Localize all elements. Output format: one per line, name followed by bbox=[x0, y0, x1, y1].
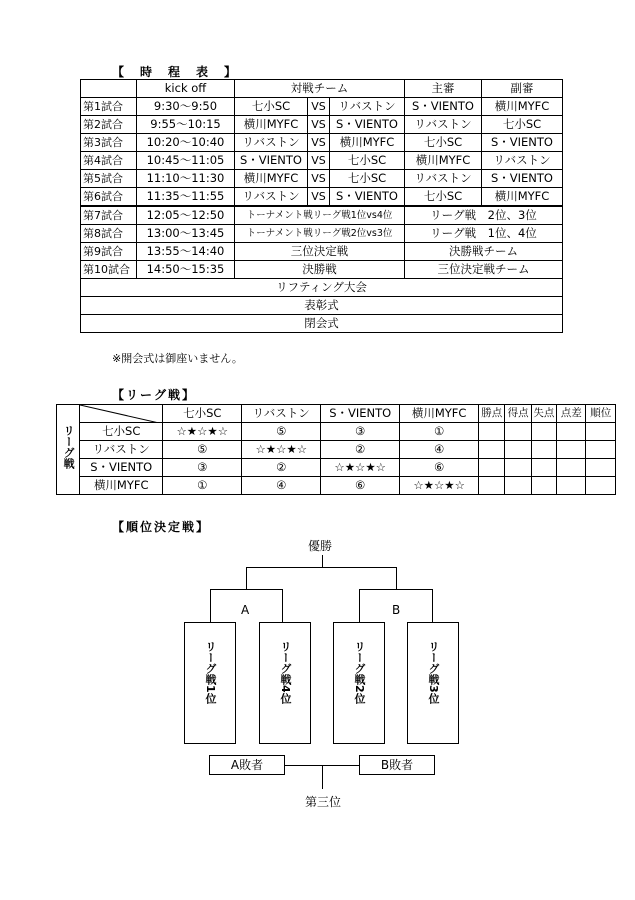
match-time: 12:05～12:50 bbox=[137, 206, 235, 225]
stat-cell bbox=[505, 423, 531, 441]
league-row bbox=[57, 477, 616, 495]
league-row bbox=[57, 423, 616, 441]
schedule-table bbox=[80, 79, 563, 333]
match-vs: VS bbox=[308, 98, 330, 116]
match-time: 11:35～11:55 bbox=[137, 188, 235, 207]
match-row bbox=[81, 134, 563, 152]
bracket-line bbox=[210, 589, 211, 622]
stat-header: 順位 bbox=[586, 405, 616, 423]
match-away: 七小SC bbox=[330, 152, 405, 170]
bracket-line bbox=[322, 555, 323, 567]
seed-box-3 bbox=[407, 622, 459, 744]
match-row bbox=[81, 152, 563, 170]
stat-cell bbox=[557, 477, 586, 495]
stat-cell bbox=[586, 423, 616, 441]
match-home: リバストン bbox=[235, 134, 308, 152]
match-assistant: 七小SC bbox=[482, 116, 563, 134]
match-referee: リーグ戦 1位、4位 bbox=[405, 225, 563, 243]
stat-header: 勝点 bbox=[479, 405, 505, 423]
match-number-cell: ⑥ bbox=[321, 477, 400, 495]
match-home: 横川MYFC bbox=[235, 116, 308, 134]
stat-header: 点差 bbox=[557, 405, 586, 423]
match-home: リバストン bbox=[235, 188, 308, 207]
match-time: 10:20～10:40 bbox=[137, 134, 235, 152]
match-description: トーナメント戦リーグ戦1位vs4位 bbox=[235, 206, 405, 225]
match-no: 第5試合 bbox=[81, 170, 137, 188]
match-assistant: 横川MYFC bbox=[482, 98, 563, 116]
match-number-cell: ④ bbox=[400, 441, 479, 459]
match-referee: 横川MYFC bbox=[405, 152, 482, 170]
stat-cell bbox=[531, 423, 556, 441]
stat-cell bbox=[531, 441, 556, 459]
match-number-cell: ⑤ bbox=[163, 441, 242, 459]
league-row bbox=[57, 441, 616, 459]
diagonal-cell bbox=[80, 405, 163, 423]
league-row bbox=[57, 459, 616, 477]
match-referee: S・VIENTO bbox=[405, 98, 482, 116]
match-number-cell: ② bbox=[242, 459, 321, 477]
team-column-header: リバストン bbox=[242, 405, 321, 423]
match-referee: リバストン bbox=[405, 170, 482, 188]
match-time: 11:10～11:30 bbox=[137, 170, 235, 188]
match-row bbox=[81, 170, 563, 188]
match-referee: 七小SC bbox=[405, 134, 482, 152]
loser-a-box: A敗者 bbox=[209, 755, 285, 775]
stat-cell bbox=[531, 459, 556, 477]
event-awards: 表彰式 bbox=[81, 297, 563, 315]
tournament-row bbox=[81, 243, 563, 261]
seed-label: リーグ戦4位 bbox=[279, 641, 292, 704]
match-number-cell: ③ bbox=[321, 423, 400, 441]
stat-cell bbox=[586, 477, 616, 495]
stat-cell bbox=[557, 441, 586, 459]
stat-header: 失点 bbox=[531, 405, 556, 423]
match-assistant: リバストン bbox=[482, 152, 563, 170]
stat-cell bbox=[505, 441, 531, 459]
match-row bbox=[81, 116, 563, 134]
match-vs: VS bbox=[308, 134, 330, 152]
match-row bbox=[81, 98, 563, 116]
bracket-line bbox=[246, 567, 397, 568]
bracket-line bbox=[246, 567, 247, 589]
schedule-header-row bbox=[81, 80, 563, 98]
star-cell: ☆★☆★☆ bbox=[321, 459, 400, 477]
stat-cell bbox=[479, 477, 505, 495]
match-vs: VS bbox=[308, 116, 330, 134]
seed-box-1 bbox=[184, 622, 236, 744]
stat-cell bbox=[557, 459, 586, 477]
star-cell: ☆★☆★☆ bbox=[400, 477, 479, 495]
league-side-text: リーグ戦 bbox=[62, 425, 76, 469]
match-vs: VS bbox=[308, 152, 330, 170]
league-side-label bbox=[57, 405, 80, 495]
team-column-header: 七小SC bbox=[163, 405, 242, 423]
match-away: S・VIENTO bbox=[330, 188, 405, 207]
stat-cell bbox=[479, 423, 505, 441]
league-table bbox=[56, 404, 616, 495]
match-number-cell: ① bbox=[400, 423, 479, 441]
star-cell: ☆★☆★☆ bbox=[163, 423, 242, 441]
match-no: 第6試合 bbox=[81, 188, 137, 207]
bracket-title: 【順位決定戦】 bbox=[112, 520, 211, 534]
stat-cell bbox=[505, 477, 531, 495]
match-away: 七小SC bbox=[330, 170, 405, 188]
tournament-row bbox=[81, 225, 563, 243]
star-cell: ☆★☆★☆ bbox=[242, 441, 321, 459]
match-referee: 決勝戦チーム bbox=[405, 243, 563, 261]
group-b-label: B bbox=[392, 603, 401, 617]
stat-cell bbox=[586, 459, 616, 477]
match-assistant: S・VIENTO bbox=[482, 134, 563, 152]
match-row bbox=[81, 188, 563, 207]
bracket-line bbox=[396, 567, 397, 589]
match-no: 第2試合 bbox=[81, 116, 137, 134]
loser-b-box: B敗者 bbox=[359, 755, 435, 775]
bracket-line bbox=[359, 589, 433, 590]
team-column-header: 横川MYFC bbox=[400, 405, 479, 423]
match-description: 決勝戦 bbox=[235, 261, 405, 279]
stat-cell bbox=[557, 423, 586, 441]
match-referee: 三位決定戦チーム bbox=[405, 261, 563, 279]
tournament-row bbox=[81, 206, 563, 225]
bracket-line bbox=[322, 765, 323, 789]
match-number-cell: ⑥ bbox=[400, 459, 479, 477]
match-away: S・VIENTO bbox=[330, 116, 405, 134]
match-time: 13:55～14:40 bbox=[137, 243, 235, 261]
match-time: 13:00～13:45 bbox=[137, 225, 235, 243]
match-no: 第8試合 bbox=[81, 225, 137, 243]
seed-box-2 bbox=[333, 622, 385, 744]
bracket-line bbox=[432, 589, 433, 622]
league-header-row bbox=[57, 405, 616, 423]
diagonal-line-icon bbox=[80, 405, 159, 423]
match-time: 9:30～9:50 bbox=[137, 98, 235, 116]
bracket-line bbox=[282, 589, 283, 622]
match-home: 横川MYFC bbox=[235, 170, 308, 188]
header-referee: 主審 bbox=[405, 80, 482, 98]
header-kickoff: kick off bbox=[137, 80, 235, 98]
header-assistant: 副審 bbox=[482, 80, 563, 98]
match-referee: リーグ戦 2位、3位 bbox=[405, 206, 563, 225]
match-no: 第3試合 bbox=[81, 134, 137, 152]
match-no: 第10試合 bbox=[81, 261, 137, 279]
team-row-header: 横川MYFC bbox=[80, 477, 163, 495]
match-no: 第4試合 bbox=[81, 152, 137, 170]
event-row bbox=[81, 279, 563, 297]
header-blank bbox=[81, 80, 137, 98]
bracket-line bbox=[359, 589, 360, 622]
match-away: 横川MYFC bbox=[330, 134, 405, 152]
event-row bbox=[81, 297, 563, 315]
seed-label: リーグ戦2位 bbox=[353, 641, 366, 704]
seed-box-4 bbox=[259, 622, 311, 744]
schedule-title: 【 時 程 表 】 bbox=[112, 65, 239, 79]
event-lifting: リフティング大会 bbox=[81, 279, 563, 297]
champion-label: 優勝 bbox=[308, 539, 333, 553]
bracket-line bbox=[210, 589, 283, 590]
match-number-cell: ⑤ bbox=[242, 423, 321, 441]
stat-cell bbox=[531, 477, 556, 495]
seed-label: リーグ戦3位 bbox=[427, 641, 440, 704]
match-description: トーナメント戦リーグ戦2位vs3位 bbox=[235, 225, 405, 243]
stat-cell bbox=[586, 441, 616, 459]
match-number-cell: ④ bbox=[242, 477, 321, 495]
seed-label: リーグ戦1位 bbox=[204, 641, 217, 704]
team-row-header: リバストン bbox=[80, 441, 163, 459]
match-vs: VS bbox=[308, 170, 330, 188]
match-description: 三位決定戦 bbox=[235, 243, 405, 261]
match-vs: VS bbox=[308, 188, 330, 207]
stat-cell bbox=[505, 459, 531, 477]
match-time: 9:55～10:15 bbox=[137, 116, 235, 134]
match-away: リバストン bbox=[330, 98, 405, 116]
match-home: 七小SC bbox=[235, 98, 308, 116]
schedule-note: ※開会式は御座いません。 bbox=[112, 352, 243, 365]
match-number-cell: ③ bbox=[163, 459, 242, 477]
match-referee: 七小SC bbox=[405, 188, 482, 207]
match-no: 第1試合 bbox=[81, 98, 137, 116]
third-place-label: 第三位 bbox=[305, 795, 342, 809]
match-assistant: S・VIENTO bbox=[482, 170, 563, 188]
team-column-header: S・VIENTO bbox=[321, 405, 400, 423]
team-row-header: S・VIENTO bbox=[80, 459, 163, 477]
stat-cell bbox=[479, 441, 505, 459]
match-home: S・VIENTO bbox=[235, 152, 308, 170]
match-time: 10:45～11:05 bbox=[137, 152, 235, 170]
match-number-cell: ② bbox=[321, 441, 400, 459]
tournament-row bbox=[81, 261, 563, 279]
event-closing: 閉会式 bbox=[81, 315, 563, 333]
stat-header: 得点 bbox=[505, 405, 531, 423]
match-assistant: 横川MYFC bbox=[482, 188, 563, 207]
match-no: 第9試合 bbox=[81, 243, 137, 261]
match-number-cell: ① bbox=[163, 477, 242, 495]
header-teams: 対戦チーム bbox=[235, 80, 405, 98]
team-row-header: 七小SC bbox=[80, 423, 163, 441]
match-time: 14:50～15:35 bbox=[137, 261, 235, 279]
match-referee: リバストン bbox=[405, 116, 482, 134]
league-title: 【リーグ戦】 bbox=[112, 388, 197, 402]
event-row bbox=[81, 315, 563, 333]
stat-cell bbox=[479, 459, 505, 477]
match-no: 第7試合 bbox=[81, 206, 137, 225]
group-a-label: A bbox=[241, 603, 250, 617]
